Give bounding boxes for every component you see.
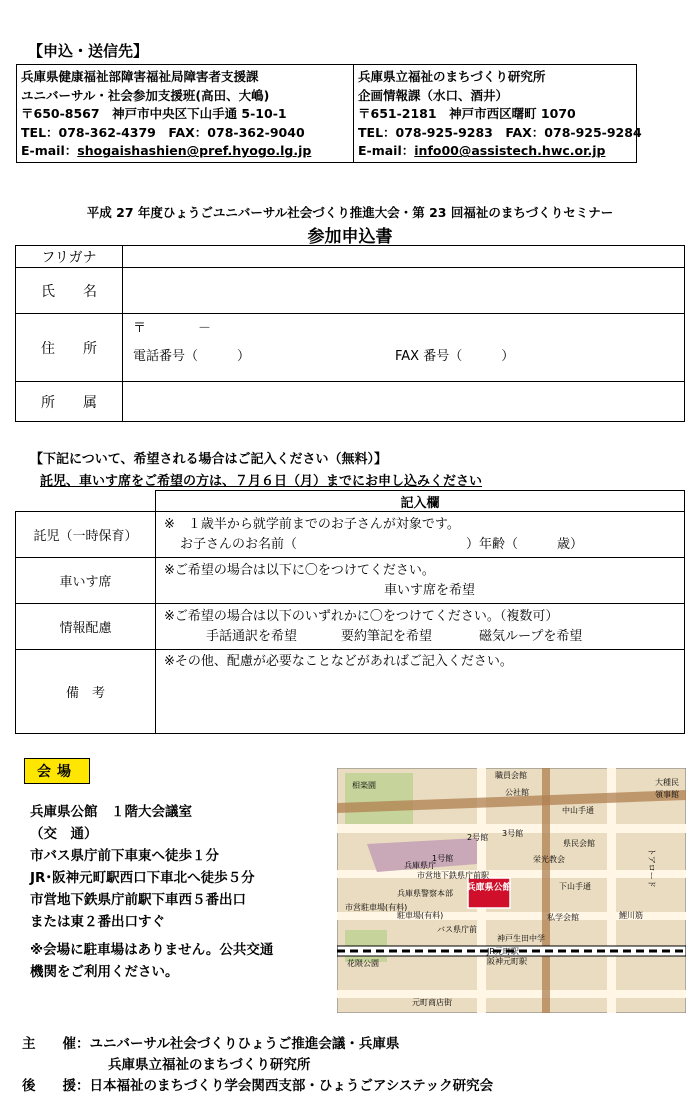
contact-title: 【申込・送信先】 — [28, 42, 149, 60]
event-subtitle: 平成 27 年度ひょうごユニバーサル社会づくり推進大会・第 23 回福祉のまちづくりセミナー — [86, 205, 614, 220]
childcare-label: 託児（一時保育） — [16, 512, 156, 558]
form-title: 参加申込書 — [307, 227, 393, 247]
email-link-left[interactable]: shogaishashien@pref.hyogo.lg.jp — [77, 143, 312, 159]
postal-code: 〒 － — [133, 321, 212, 336]
options-form — [15, 490, 685, 734]
contact-left-line: ユニバーサル・社会参加支援班(高田、大嶋) — [21, 87, 270, 103]
map-label: 大種民 — [655, 778, 679, 787]
wheelchair-option[interactable]: 車いす席を希望 — [384, 582, 476, 598]
remarks-label: 備 考 — [16, 650, 156, 734]
contact-right-line: 企画情報課（水口、酒井） — [358, 87, 509, 103]
map-label: トアロード — [647, 848, 656, 888]
map-label: 私学会館 — [547, 913, 579, 922]
parking-note: 機関をご利用ください。 — [30, 964, 179, 980]
road — [607, 768, 616, 1013]
remarks-note: ※その他、配慮が必要なことなどがあればご記入ください。 — [164, 654, 513, 669]
deadline-note: 託児、車いす席をご希望の方は、７月６日（月）までにお申し込みください — [40, 474, 483, 489]
map-label: 鯉川筋 — [619, 911, 643, 920]
childcare-field[interactable] — [156, 512, 685, 558]
affiliation-field[interactable] — [123, 382, 685, 422]
application-form — [15, 245, 685, 422]
email-link-right[interactable]: info00@assistech.hwc.or.jp — [414, 143, 606, 159]
contact-box-right — [354, 64, 642, 163]
venue-map — [337, 768, 686, 1013]
map-label: 2号館 — [467, 833, 489, 842]
contact-left-line: 〒650-8567 神戸市中央区下山手通 5-10-1 — [21, 106, 287, 122]
map-label: 相楽園 — [352, 781, 376, 790]
map-label: 駐車場(有料) — [397, 911, 444, 920]
email-label: E-mail： — [21, 143, 78, 159]
contact-left-line: TEL：078-362-4379 FAX：078-362-9040 — [21, 124, 305, 140]
host-1: ユニバーサル社会づくりひょうご推進会議・兵庫県 — [89, 1036, 400, 1052]
map-label: 市営地下鉄県庁前駅 — [417, 871, 489, 880]
map-label: 中山手通 — [562, 806, 594, 815]
map-label: 市営駐車場(有料) — [345, 903, 408, 912]
childcare-note: ※ １歳半から就学前までのお子さんが対象です。 — [164, 516, 460, 532]
childcare-name-age: お子さんのお名前（ ）年齢（ 歳） — [180, 536, 584, 552]
hall-label: 兵庫県公館 — [466, 883, 512, 893]
map-label: 3号館 — [502, 829, 524, 838]
name-label: 氏 名 — [16, 268, 123, 314]
map-label: 1号館 — [432, 854, 454, 863]
venue-line: 市バス県庁前下車東へ徒歩１分 — [30, 848, 219, 864]
contact-right-line: 兵庫県立福祉のまちづくり研究所 — [358, 69, 546, 84]
name-field[interactable] — [123, 268, 685, 314]
furigana-field[interactable] — [123, 246, 685, 268]
venue-line: 兵庫県公館 １階大会議室 — [30, 804, 192, 820]
map-label: 花隈公園 — [347, 959, 379, 968]
contact-left-line: 兵庫県健康福祉部障害福祉局障害者支援課 — [21, 69, 259, 84]
road-tor — [542, 768, 550, 1013]
support: 日本福祉のまちづくり学会関西支部・ひょうごアシステック研究会 — [89, 1078, 494, 1094]
venue-line: 市営地下鉄県庁前駅下車西５番出口 — [30, 892, 246, 908]
host-label: 主 催： — [22, 1036, 90, 1052]
venue-tag: 会場 — [24, 758, 90, 784]
map-label: 県民会館 — [563, 839, 595, 848]
map-label: 兵庫県庁 — [404, 861, 436, 870]
map-label: 領事館 — [655, 790, 679, 799]
parking-note: ※会場に駐車場はありません。公共交通 — [30, 942, 274, 958]
remarks-field[interactable] — [156, 650, 685, 734]
sign-language-option[interactable]: 手話通訳を希望 — [206, 628, 298, 644]
fax-label: FAX 番号（ ） — [395, 349, 515, 364]
wheelchair-label: 車いす席 — [16, 558, 156, 604]
address-label: 住 所 — [16, 314, 123, 382]
loop-option[interactable]: 磁気ループを希望 — [479, 628, 583, 644]
blank-cell — [16, 491, 156, 512]
address-field[interactable] — [123, 314, 685, 382]
map-label: 阪神元町駅 — [487, 957, 527, 966]
map-label: 公社館 — [505, 788, 529, 797]
wheelchair-field[interactable] — [156, 558, 685, 604]
info-label: 情報配慮 — [16, 604, 156, 650]
venue-line: （交 通） — [30, 826, 98, 842]
map-label: 神戸生田中学 — [497, 934, 545, 943]
contact-box-left — [16, 64, 354, 163]
optional-note: 【下記について、希望される場合はご記入ください（無料）】 — [30, 452, 387, 467]
map-label: バス県庁前 — [437, 925, 477, 934]
affiliation-label: 所 属 — [16, 382, 123, 422]
furigana-label: フリガナ — [16, 246, 123, 268]
wheelchair-note: ※ご希望の場合は以下に〇をつけてください。 — [164, 562, 435, 578]
map-label: 職員会館 — [495, 771, 527, 780]
contact-right-line: 〒651-2181 神戸市西区曙町 1070 — [358, 106, 576, 122]
map-label: 兵庫県警察本部 — [397, 889, 453, 898]
entry-column-header: 記入欄 — [156, 491, 685, 512]
map-label: 栄光教会 — [533, 855, 565, 864]
map-label: JR元町駅 — [487, 947, 519, 956]
info-field[interactable] — [156, 604, 685, 650]
venue-line: または東２番出口すぐ — [30, 914, 165, 930]
host-2: 兵庫県立福祉のまちづくり研究所 — [108, 1057, 311, 1073]
contact-right-line: TEL：078-925-9283 FAX：078-925-9284 — [358, 124, 642, 140]
map-label: 元町商店街 — [412, 998, 452, 1007]
info-note: ※ご希望の場合は以下のいずれかに〇をつけてください。（複数可） — [164, 608, 559, 624]
road — [337, 990, 686, 998]
map-label: 下山手通 — [559, 882, 591, 891]
venue-line: JR･阪神元町駅西口下車北へ徒歩５分 — [30, 870, 255, 886]
road — [337, 870, 686, 878]
email-label: E-mail： — [358, 143, 415, 159]
tel-label: 電話番号（ ） — [133, 349, 251, 364]
captioning-option[interactable]: 要約筆記を希望 — [341, 628, 433, 644]
support-label: 後 援： — [22, 1078, 90, 1094]
